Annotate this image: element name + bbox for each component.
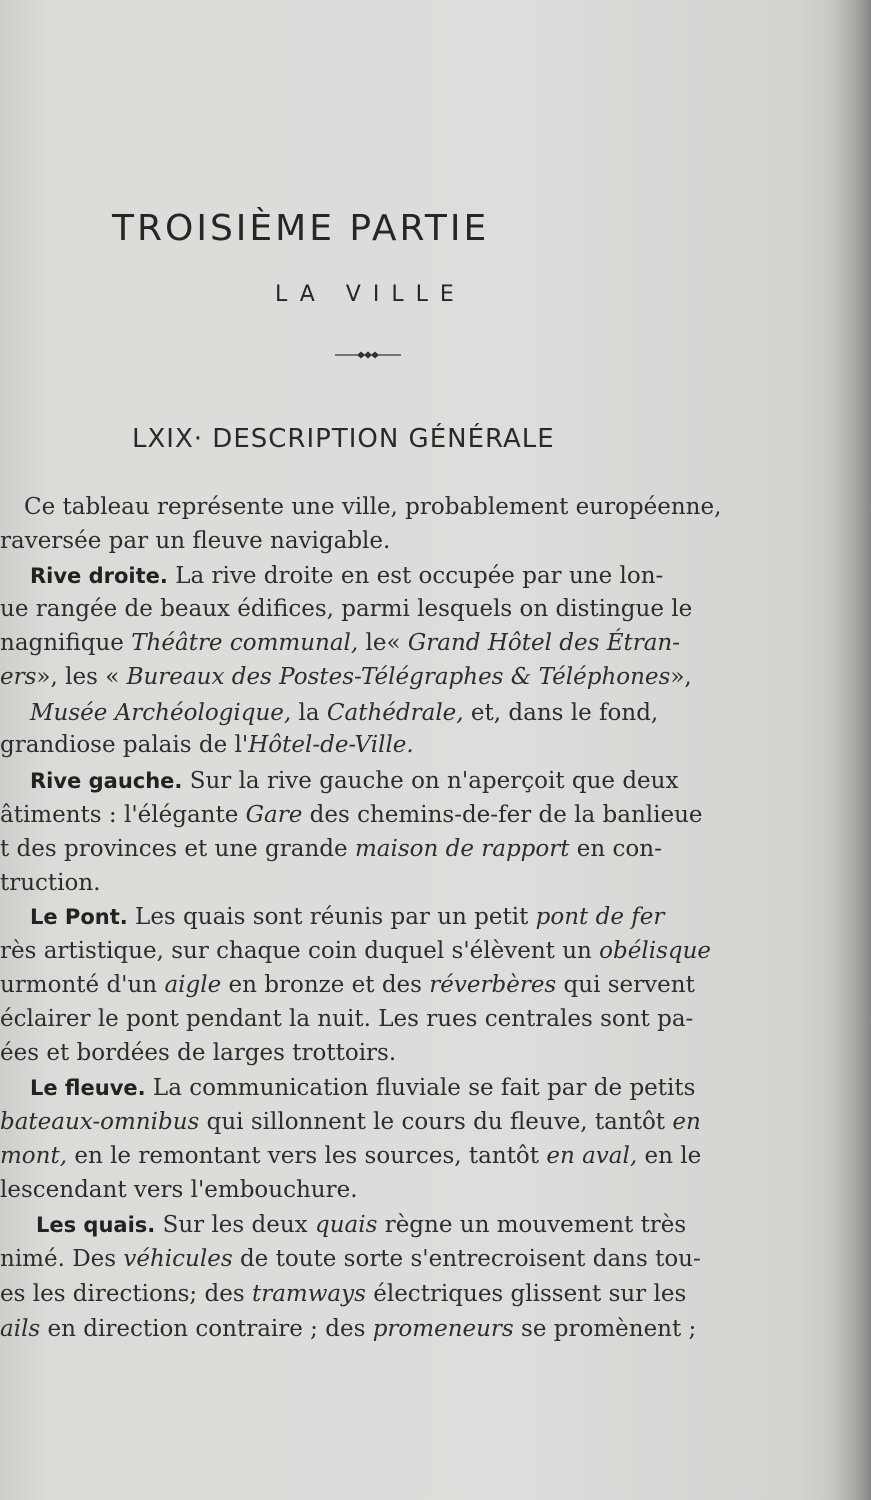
text-span: de toute sorte s'entrecroisent dans tou- — [232, 1246, 701, 1272]
text-span: es les directions; des — [0, 1281, 252, 1307]
text-span: Bureaux des Postes-Télégraphes & Téléphones — [126, 664, 671, 690]
paragraph-label: Rive gauche. — [30, 769, 183, 793]
text-line: raversée par un fleuve navigable. — [0, 528, 391, 554]
text-span: », les « — [36, 664, 127, 690]
text-line — [0, 664, 692, 698]
text-span: en le remontant vers les sources, tantôt — [67, 1143, 547, 1169]
text-span: Sur les deux — [155, 1212, 315, 1238]
text-span: des chemins-de-fer de la banlieue — [302, 802, 703, 828]
text-line — [0, 1143, 701, 1177]
text-span: maison de rapport — [354, 836, 570, 862]
text-line: Ce tableau représente une ville, probablement européenne, — [24, 494, 722, 520]
text-span: t des provinces et une grande — [0, 836, 355, 862]
text-line — [30, 1075, 695, 1109]
text-span: urmonté d'un — [0, 972, 165, 998]
text-span: rès artistique, sur chaque coin duquel s'élèvent un — [0, 938, 600, 964]
text-span: et, dans le fond, — [463, 700, 659, 726]
text-span: pont de fer — [535, 904, 665, 930]
text-line: lescendant vers l'embouchure. — [0, 1177, 358, 1203]
text-line — [0, 802, 703, 836]
text-line — [0, 1109, 701, 1143]
text-line — [0, 972, 695, 1006]
page-edge-shadow — [831, 0, 871, 1500]
text-span: en aval, — [546, 1143, 638, 1169]
text-line — [0, 938, 711, 972]
paragraph-label: Rive droite. — [30, 564, 168, 588]
text-line — [0, 1246, 701, 1280]
text-span: la — [291, 700, 327, 726]
text-line — [30, 904, 664, 938]
part-title: TROISIÈME PARTIE — [112, 208, 490, 249]
paragraph-label: Le Pont. — [30, 905, 128, 929]
text-line — [0, 836, 662, 870]
text-span: en direction contraire ; des — [40, 1316, 373, 1342]
text-line — [30, 700, 658, 734]
text-line: truction. — [0, 870, 101, 896]
text-span: Grand Hôtel des Étran- — [407, 630, 681, 656]
text-span: qui servent — [556, 972, 695, 998]
text-span: quais — [314, 1212, 378, 1238]
text-span: bateaux-omnibus — [0, 1109, 200, 1135]
text-span: ails — [0, 1316, 41, 1342]
text-span: promeneurs — [372, 1316, 514, 1342]
text-span: en bronze et des — [221, 972, 430, 998]
text-span: véhicules — [123, 1246, 233, 1272]
text-span: règne un mouvement très — [377, 1212, 687, 1238]
text-span: ers — [0, 664, 37, 690]
text-span: mont, — [0, 1143, 68, 1169]
text-span: aigle — [164, 972, 222, 998]
text-span: nagnifique — [0, 630, 132, 656]
text-line — [0, 1281, 686, 1315]
text-line — [36, 1212, 686, 1246]
text-line: éclairer le pont pendant la nuit. Les rues centrales sont pa- — [0, 1006, 694, 1032]
text-span: qui sillonnent le cours du fleuve, tantôt — [199, 1109, 673, 1135]
text-line — [0, 1316, 696, 1350]
text-span: grandiose palais de l' — [0, 732, 249, 758]
text-span: en con- — [569, 836, 662, 862]
text-span: obélisque — [599, 938, 712, 964]
text-span: en — [672, 1109, 701, 1135]
chapter-subtitle: LA VILLE — [275, 282, 466, 307]
paragraph-label: Le fleuve. — [30, 1076, 146, 1100]
text-span: Cathédrale, — [326, 700, 464, 726]
text-span: La communication fluviale se fait par de petits — [145, 1075, 696, 1101]
text-span: Théâtre communal, — [131, 630, 359, 656]
text-line: ées et bordées de larges trottoirs. — [0, 1040, 397, 1066]
paragraph-label: Les quais. — [36, 1213, 156, 1237]
text-span: », — [670, 664, 692, 690]
text-span: nimé. Des — [0, 1246, 124, 1272]
section-title: LXIX· DESCRIPTION GÉNÉRALE — [132, 424, 555, 454]
text-span: âtiments : l'élégante — [0, 802, 246, 828]
text-line: ue rangée de beaux édifices, parmi lesquels on distingue le — [0, 596, 693, 622]
text-line — [0, 732, 414, 766]
text-line — [30, 563, 663, 597]
text-span: La rive droite en est occupée par une lon- — [167, 563, 664, 589]
ornament-divider-icon — [333, 349, 403, 361]
text-line — [30, 768, 678, 802]
text-span: se promènent ; — [513, 1316, 697, 1342]
text-span: Gare — [245, 802, 303, 828]
text-span: Sur la rive gauche on n'aperçoit que deux — [182, 768, 679, 794]
text-span: en le — [637, 1143, 702, 1169]
text-span: Musée Archéologique, — [30, 700, 292, 726]
text-span: Les quais sont réunis par un petit — [127, 904, 536, 930]
text-span: électriques glissent sur les — [365, 1281, 687, 1307]
text-span: le« — [358, 630, 408, 656]
text-span: tramways — [251, 1281, 366, 1307]
text-line — [0, 630, 680, 664]
text-span: réverbères — [429, 972, 557, 998]
text-span: Hôtel-de-Ville. — [248, 732, 414, 758]
